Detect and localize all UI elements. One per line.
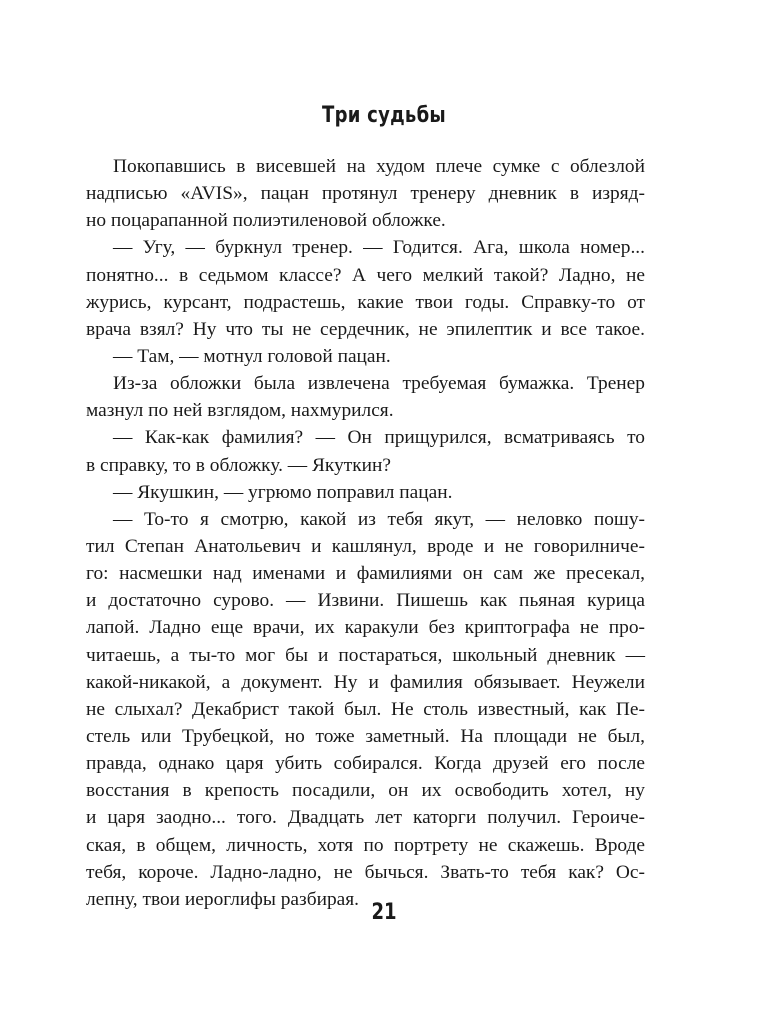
text-line: лапой. Ладно еще врачи, их каракули без криптографа не про- — [86, 617, 645, 639]
text-line: журись, курсант, подрастешь, какие твои годы. Справку-то от — [86, 291, 645, 313]
text-line: какой-никакой, а документ. Ну и фамилия обязывает. Неужели — [86, 671, 645, 693]
text-line: лепну, твои иероглифы разбирая. — [86, 888, 360, 910]
text-line: тебя, короче. Ладно-ладно, не бычься. Звать-то тебя как? Ос- — [86, 861, 645, 883]
text-line: и достаточно сурово. — Извини. Пишешь как пьяная курица — [86, 590, 645, 612]
text-line: понятно... в седьмом классе? А чего мелкий такой? Ладно, не — [86, 264, 645, 286]
text-line: тил Степан Анатольевич и кашлянул, вроде и не говорилниче- — [86, 535, 645, 557]
text-line: не слыхал? Декабрист такой был. Не столь известный, как Пе- — [86, 698, 645, 720]
text-line: надписью «AVIS», пацан протянул тренеру дневник в изряд- — [86, 183, 645, 205]
text-line: правда, однако царя убить собирался. Когда друзей его после — [86, 753, 645, 775]
body-text — [86, 153, 645, 913]
text-line: — Как-как фамилия? — Он прищурился, всматриваясь то — [113, 427, 645, 449]
text-line: восстания в крепость посадили, он их освободить хотел, ну — [86, 780, 645, 802]
text-line: Покопавшись в висевшей на худом плече сумке с облезлой — [113, 156, 645, 177]
text-line: но поцарапанной полиэтиленовой обложке. — [86, 210, 446, 232]
text-line: ская, в общем, личность, хотя по портрету не скажешь. Вроде — [86, 834, 645, 856]
text-line: стель или Трубецкой, но тоже заметный. На площади не был, — [86, 725, 645, 747]
text-line: в справку, то в обложку. — Якуткин? — [86, 454, 392, 476]
chapter-title: Три судьбы — [322, 103, 446, 128]
text-line: — Якушкин, — угрюмо поправил пацан. — [113, 481, 453, 503]
text-line: врача взял? Ну что ты не сердечник, не эпилептик и все такое. — [86, 318, 645, 340]
text-line: — Там, — мотнул головой пацан. — [113, 345, 391, 367]
text-line: Из-за обложки была извлечена требуемая бумажка. Тренер — [113, 373, 645, 395]
text-line: — Угу, — буркнул тренер. — Годится. Ага, школа номер... — [113, 237, 645, 259]
text-line: — То-то я смотрю, какой из тебя якут, — неловко пошу- — [113, 508, 645, 530]
text-line: го: насмешки над именами и фамилиями он сам же пресекал, — [86, 563, 645, 585]
text-line: и царя заодно... того. Двадцать лет каторги получил. Героиче- — [86, 807, 645, 829]
text-line: читаешь, а ты-то мог бы и постараться, школьный дневник — — [86, 644, 645, 666]
page-number: 21 — [371, 900, 397, 925]
text-line: мазнул по ней взглядом, нахмурился. — [86, 400, 394, 422]
